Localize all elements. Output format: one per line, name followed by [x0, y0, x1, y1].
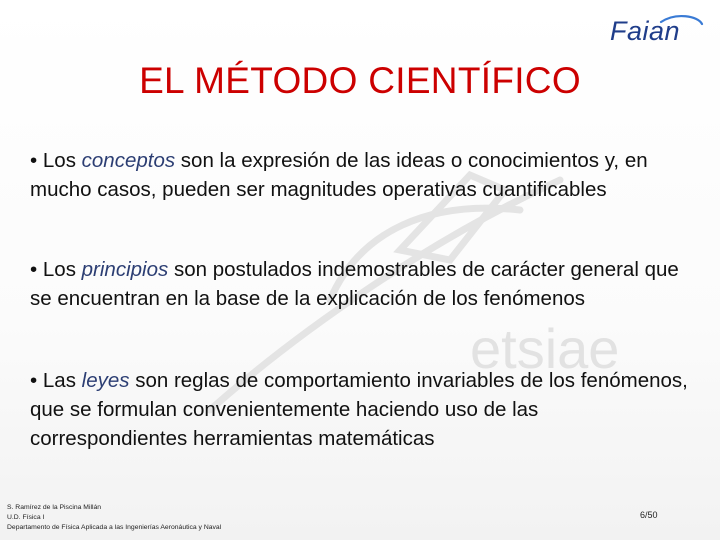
paragraph-lead: Los	[42, 258, 82, 281]
paragraph-rest: son la expresión de las ideas o conocimientos y, en mucho casos, pueden ser magnitudes operativas cuantificables	[30, 149, 648, 201]
paragraph-principios	[30, 255, 690, 313]
paragraph-conceptos	[30, 146, 690, 204]
footer-unit: U.D. Física I	[7, 514, 45, 521]
keyword-principios: principios	[81, 258, 169, 281]
paragraph-leyes	[30, 366, 690, 453]
paragraph-lead: Las	[42, 369, 82, 392]
footer-author: S. Ramírez de la Piscina Millán	[7, 504, 102, 511]
bullet: •	[30, 149, 38, 172]
faian-logo	[606, 14, 706, 48]
logo-text: Faian	[610, 16, 681, 46]
watermark-text: etsiae	[470, 317, 620, 380]
keyword-leyes: leyes	[81, 369, 130, 392]
paragraph-rest: son postulados indemostrables de carácter general que se encuentran en la base de la explicación de los fenómenos	[30, 258, 679, 310]
keyword-conceptos: conceptos	[81, 149, 176, 172]
footer-department: Departamento de Física Aplicada a las Ingenierías Aeronáutica y Naval	[7, 524, 222, 531]
paragraph-lead: Los	[42, 149, 82, 172]
paragraph-rest: son reglas de comportamiento invariables de los fenómenos, que se formulan convenientemente haciendo uso de las correspondientes herramientas matemáticas	[30, 369, 688, 450]
footer-credits	[7, 503, 221, 533]
bullet: •	[30, 258, 38, 281]
bullet: •	[30, 369, 38, 392]
page-number: 6/50	[640, 510, 658, 520]
slide-title: EL MÉTODO CIENTÍFICO	[139, 60, 581, 101]
